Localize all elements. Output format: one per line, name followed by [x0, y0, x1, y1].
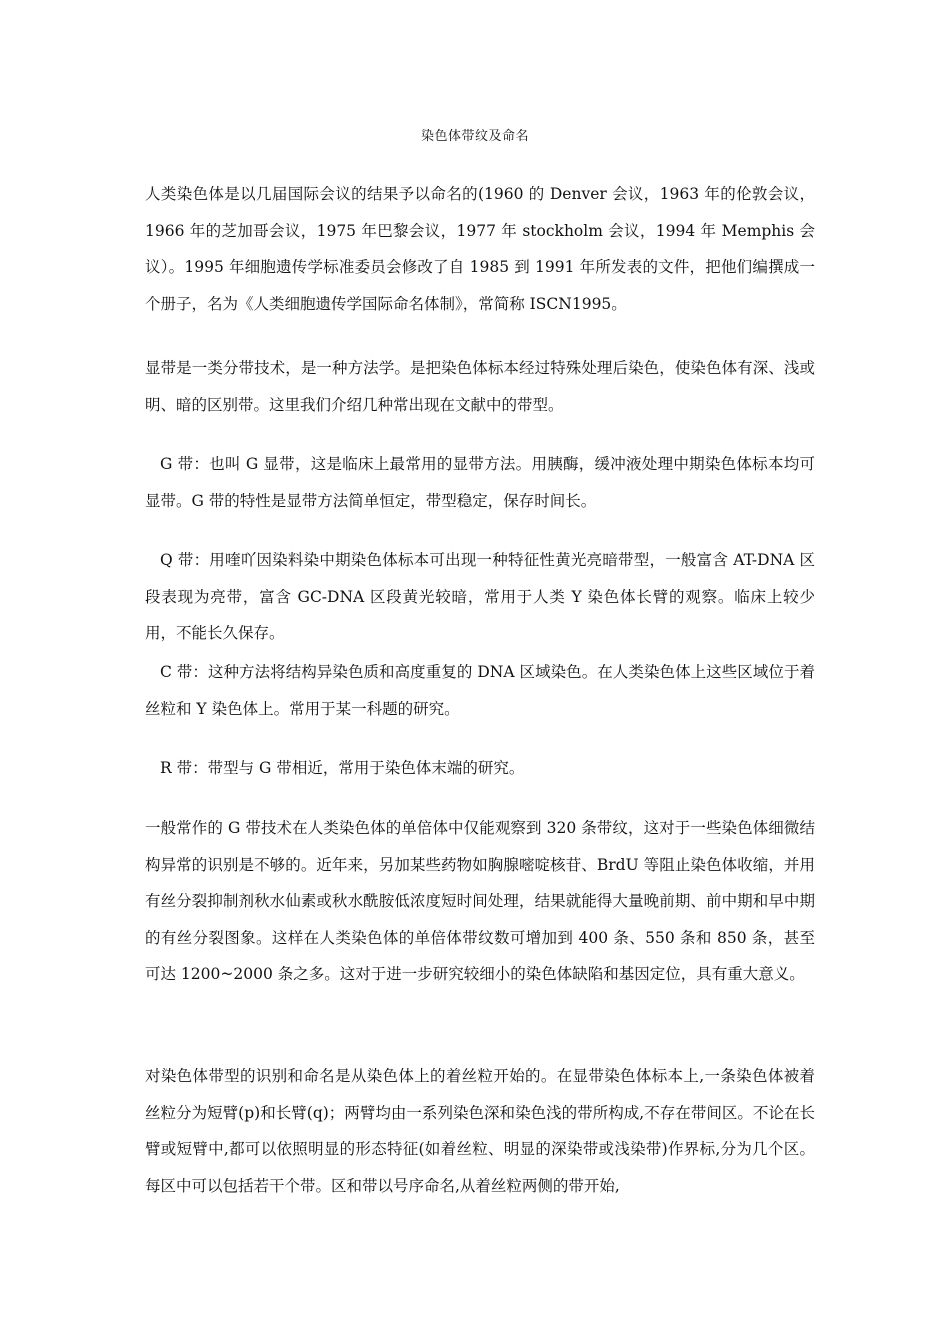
paragraph-g-band: G 带：也叫 G 显带，这是临床上最常用的显带方法。用胰酶，缓冲液处理中期染色体标本均可显带。G 带的特性是显带方法简单恒定，带型稳定，保存时间长。 — [145, 455, 815, 510]
paragraph-naming-history: 人类染色体是以几届国际会议的结果予以命名的(1960 的 Denver 会议，1963 年的伦敦会议，1966 年的芝加哥会议，1975 年巴黎会议，1977 年 stockholm 会议，1994 年 Memphis 会议）。1995 年细胞遗传学标准委员会修改了自 1985 到 1991 年所发表的文件，把他们编撰成一个册子，名为《人类细胞遗传学国际命名体制》，常简称 ISCN1995。 — [145, 185, 815, 313]
paragraph-high-resolution: 一般常作的 G 带技术在人类染色体的单倍体中仅能观察到 320 条带纹，这对于一些染色体细微结构异常的识别是不够的。近年来，另加某些药物如胸腺嘧啶核苷、BrdU 等阻止染色体收缩，并用有丝分裂抑制剂秋水仙素或秋水酰胺低浓度短时间处理，结果就能得大量晚前期、前中期和早中期的有丝分裂图象。这样在人类染色体的单倍体带纹数可增加到 400 条、550 条和 850 条，甚至可达 1200~2000 条之多。这对于进一步研究较细小的染色体缺陷和基因定位，具有重大意义。 — [145, 819, 815, 983]
paragraph-r-band: R 带：带型与 G 带相近，常用于染色体末端的研究。 — [160, 759, 525, 777]
paragraph-band-nomenclature: 对染色体带型的识别和命名是从染色体上的着丝粒开始的。在显带染色体标本上,一条染色体被着丝粒分为短臂(p)和长臂(q)；两臂均由一系列染色深和染色浅的带所构成,不存在带间区。不论在长臂或短臂中,都可以依照明显的形态特征(如着丝粒、明显的深染带或浅染带)作界标,分为几个区。每区中可以包括若干个带。区和带以号序命名,从着丝粒两侧的带开始, — [145, 1067, 815, 1195]
document-title: 染色体带纹及命名 — [420, 129, 529, 144]
paragraph-c-band: C 带：这种方法将结构异染色质和高度重复的 DNA 区域染色。在人类染色体上这些区域位于着丝粒和 Y 染色体上。常用于某一科题的研究。 — [145, 663, 815, 718]
paragraph-banding-intro: 显带是一类分带技术，是一种方法学。是把染色体标本经过特殊处理后染色，使染色体有深、浅或明、暗的区别带。这里我们介绍几种常出现在文献中的带型。 — [145, 359, 815, 414]
paragraph-q-band: Q 带：用喹吖因染料染中期染色体标本可出现一种特征性黄光亮暗带型，一般富含 AT-DNA 区段表现为亮带，富含 GC-DNA 区段黄光较暗，常用于人类 Y 染色体长臂的观察。临床上较少用，不能长久保存。 — [145, 551, 815, 642]
